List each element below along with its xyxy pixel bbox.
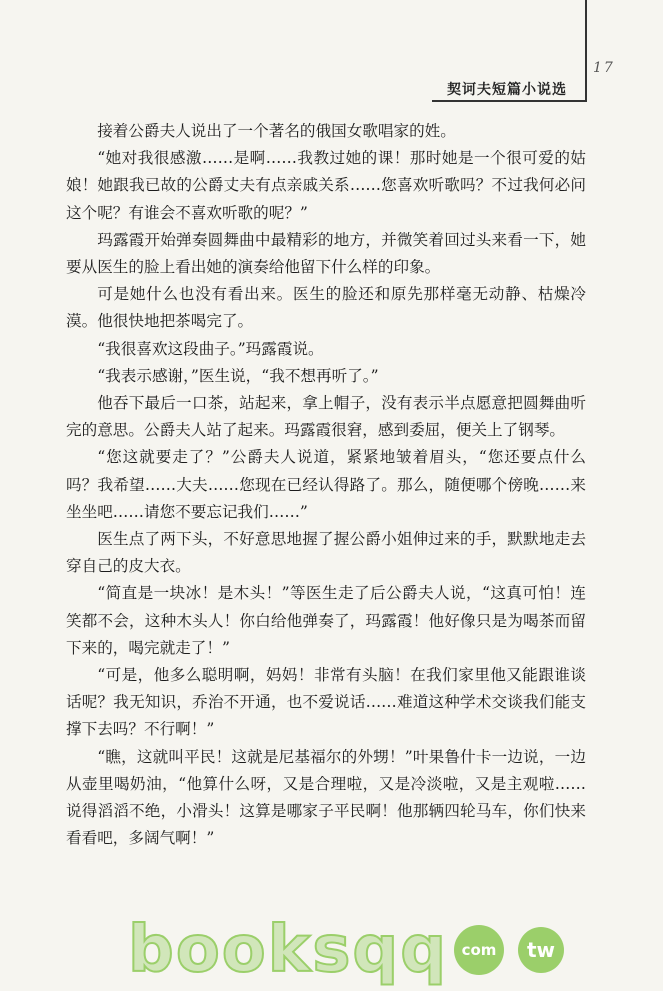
watermark-letter: o <box>221 913 266 987</box>
body-text <box>66 118 586 852</box>
watermark-letter: q <box>400 913 447 987</box>
watermark-letter: k <box>267 913 311 987</box>
paragraph: “我很喜欢这段曲子。”玛露霞说。 <box>97 339 324 358</box>
watermark-logo <box>128 913 570 987</box>
watermark-tw-badge: tw <box>518 927 564 973</box>
running-title: 契诃夫短篇小说选 <box>447 82 567 98</box>
watermark-letter: o <box>175 913 220 987</box>
watermark-com-badge: com <box>454 925 504 975</box>
paragraph: 玛露霞开始弹奏圆舞曲中最精彩的地方，并微笑着回过头来看一下，她要从医生的脸上看出她的演奏给他留下什么样的印象。 <box>66 230 586 277</box>
paragraph: “她对我很感激……是啊……我教过她的课！那时她是一个很可爱的姑娘！她跟我已故的公爵丈夫有点亲戚关系……您喜欢听歌吗？不过我何必问这个呢？有谁会不喜欢听歌的呢？” <box>66 149 586 222</box>
paragraph: “您这就要走了？”公爵夫人说道，紧紧地皱着眉头，“您还要点什么吗？我希望……大夫……您现在已经认得路了。那么，随便哪个傍晚……来坐坐吧……请您不要忘记我们……” <box>66 448 586 521</box>
watermark-letter: q <box>352 913 399 987</box>
paragraph: “可是，他多么聪明啊，妈妈！非常有头脑！在我们家里他又能跟谁谈话呢？我无知识，乔治不开通，也不爱说话……难道这种学术交谈我们能支撑下去吗？不行啊！” <box>66 666 586 739</box>
watermark-letter: b <box>128 913 174 987</box>
paragraph: 可是她什么也没有看出来。医生的脸还和原先那样毫无动静、枯燥冷漠。他很快地把茶喝完了。 <box>66 285 586 331</box>
paragraph: “简直是一块冰！是木头！”等医生走了后公爵夫人说，“这真可怕！连笑都不会，这种木头人！你白给他弹奏了，玛露霞！他好像只是为喝茶而留下来的，喝完就走了！” <box>66 584 586 657</box>
paragraph: 医生点了两下头，不好意思地握了握公爵小姐伸过来的手，默默地走去穿自己的皮大衣。 <box>66 530 586 576</box>
page-number: 17 <box>593 60 615 76</box>
paragraph: 接着公爵夫人说出了一个著名的俄国女歌唱家的姓。 <box>97 122 456 140</box>
watermark-letter: s <box>312 913 351 987</box>
paragraph: “我表示感谢，”医生说，“我不想再听了。” <box>97 366 379 385</box>
header-horizontal-rule <box>432 100 587 102</box>
paragraph: 他吞下最后一口茶，站起来，拿上帽子，没有表示半点愿意把圆舞曲听完的意思。公爵夫人站了起来。玛露霞很窘，感到委屈，便关上了钢琴。 <box>66 394 586 440</box>
paragraph: “瞧，这就叫平民！这就是尼基福尔的外甥！”叶果鲁什卡一边说，一边从壶里喝奶油，“他算什么呀，又是合理啦，又是冷淡啦，又是主观啦……说得滔滔不绝，小滑头！这算是哪家子平民啊！他那辆四轮马车，你们快来看看吧，多阔气啊！” <box>66 747 586 848</box>
header-vertical-rule <box>585 0 587 102</box>
